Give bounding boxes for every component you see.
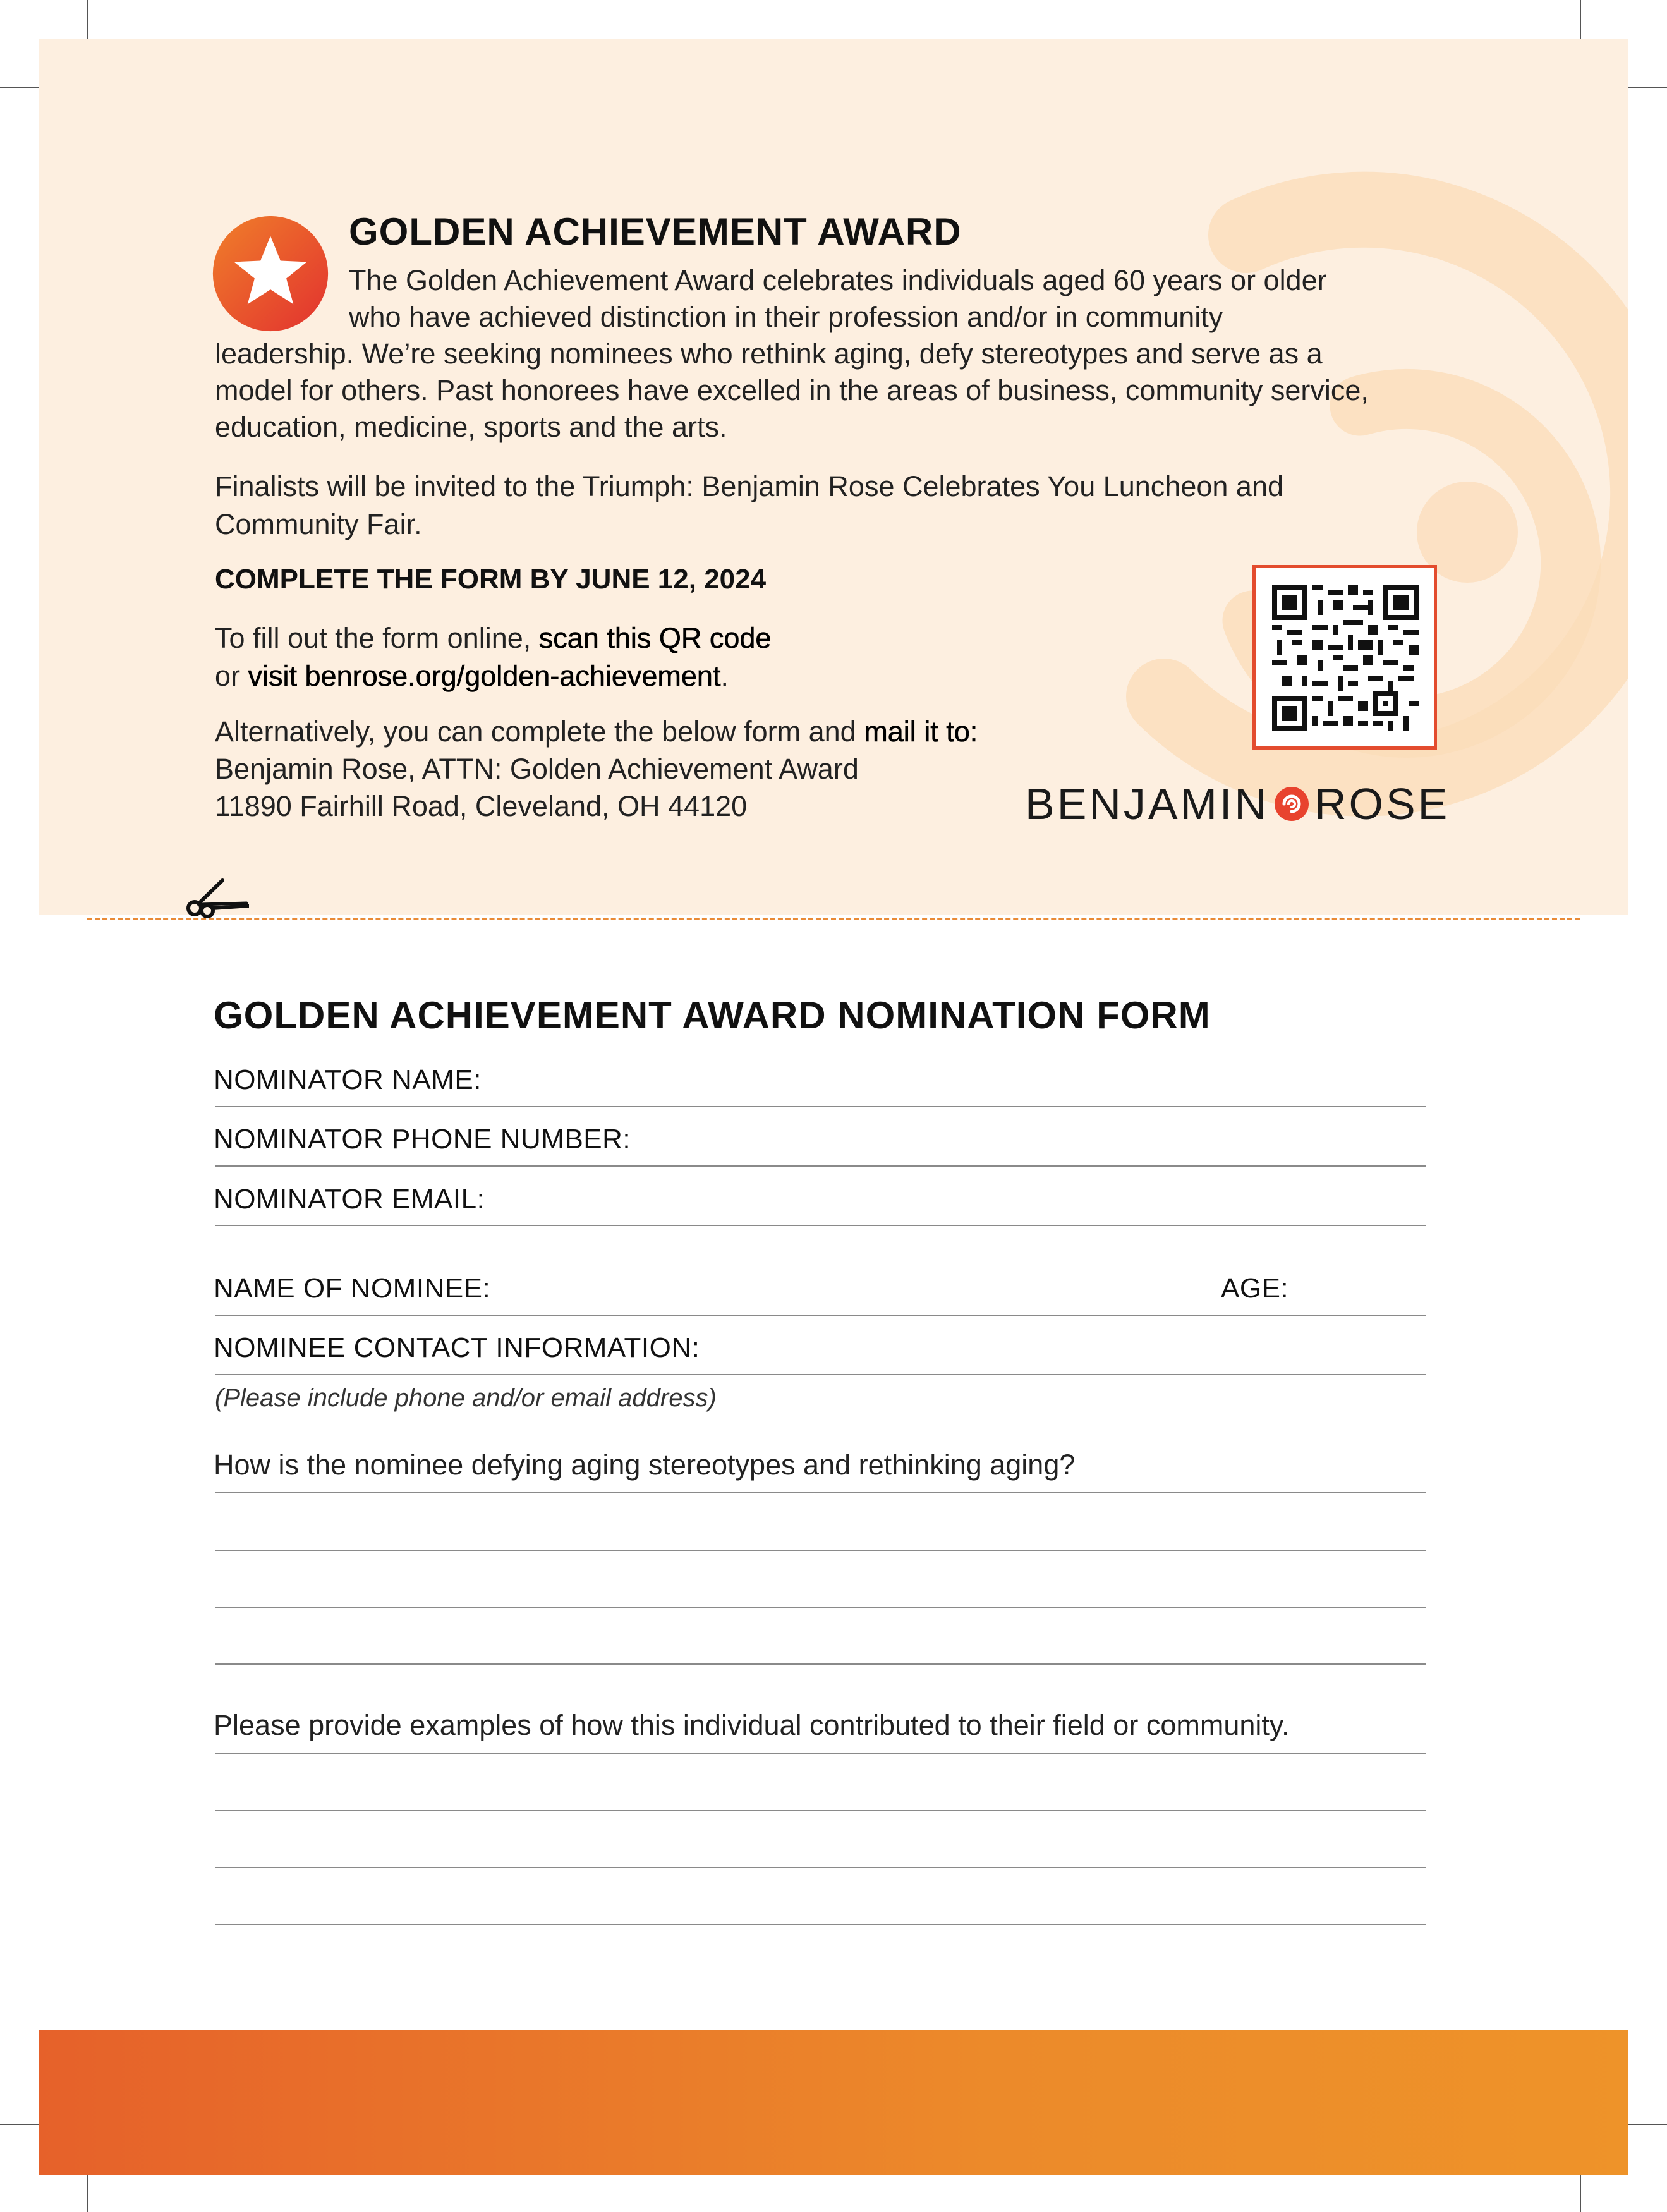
- answer-line-contribution-2[interactable]: [215, 1810, 1426, 1811]
- answer-line-contribution-1[interactable]: [215, 1753, 1426, 1754]
- answer-line-aging-3[interactable]: [215, 1607, 1426, 1608]
- award-description-first: The Golden Achievement Award celebrates individuals aged 60 years or older who have achieved distinction in their profession and/or in community: [349, 264, 1327, 333]
- finalists-note: Finalists will be invited to the Triumph: Benjamin Rose Celebrates You Luncheon and Community Fair.: [215, 470, 1283, 540]
- nominator-name-label: NOMINATOR NAME:: [214, 1064, 482, 1095]
- deadline-heading: COMPLETE THE FORM BY JUNE 12, 2024: [215, 564, 767, 595]
- answer-line-contribution-3[interactable]: [215, 1867, 1426, 1868]
- nominee-contact-field[interactable]: [215, 1374, 1426, 1375]
- nominee-name-age-field[interactable]: [215, 1315, 1426, 1316]
- question-aging: How is the nominee defying aging stereotypes and rethinking aging?: [214, 1449, 1076, 1481]
- nominator-phone-label: NOMINATOR PHONE NUMBER:: [214, 1124, 631, 1155]
- award-title: GOLDEN ACHIEVEMENT AWARD: [349, 210, 962, 253]
- answer-line-aging-4[interactable]: [215, 1663, 1426, 1665]
- mail-prefix: Alternatively, you can complete the below form and: [215, 715, 856, 748]
- mail-address-line1: Benjamin Rose, ATTN: Golden Achievement Award: [215, 753, 859, 785]
- mail-it-to: mail it to:: [864, 715, 978, 748]
- age-label: AGE:: [1221, 1273, 1289, 1304]
- form-title: GOLDEN ACHIEVEMENT AWARD NOMINATION FORM: [214, 994, 1211, 1036]
- qr-code[interactable]: [1252, 565, 1437, 750]
- rose-logo-icon: [1273, 785, 1311, 823]
- nominee-contact-label: NOMINEE CONTACT INFORMATION:: [214, 1332, 700, 1363]
- cut-line: [87, 918, 1580, 920]
- crop-mark: [87, 2175, 88, 2212]
- logo-text-right: ROSE: [1314, 779, 1450, 829]
- online-prefix: To fill out the form online,: [215, 622, 531, 654]
- question-contribution: Please provide examples of how this individual contributed to their field or community.: [214, 1709, 1290, 1741]
- crop-mark: [0, 87, 39, 88]
- crop-mark: [0, 2124, 39, 2125]
- qr-instruction: scan this QR code: [538, 622, 772, 654]
- qr-code-icon: [1272, 585, 1419, 731]
- nominee-name-label: NAME OF NOMINEE:: [214, 1273, 491, 1304]
- nominator-phone-field[interactable]: [215, 1165, 1426, 1167]
- crop-mark: [1628, 2124, 1667, 2125]
- online-suffix: .: [720, 660, 729, 692]
- website-link[interactable]: visit benrose.org/golden-achievement: [248, 660, 721, 692]
- award-info-panel: [39, 39, 1628, 915]
- award-description: [215, 262, 1371, 446]
- benjamin-rose-logo: [1025, 779, 1450, 829]
- scissors-icon: [183, 875, 249, 920]
- online-instructions: [215, 619, 973, 695]
- mail-address-line2: 11890 Fairhill Road, Cleveland, OH 44120: [215, 790, 748, 822]
- answer-line-contribution-4[interactable]: [215, 1924, 1426, 1925]
- nominator-email-field[interactable]: [215, 1225, 1426, 1226]
- logo-text-left: BENJAMIN: [1025, 779, 1269, 829]
- answer-line-aging-1[interactable]: [215, 1492, 1426, 1493]
- footer-color-bar: [39, 2030, 1628, 2175]
- mail-instructions: [215, 713, 1100, 825]
- crop-mark: [1580, 2175, 1581, 2212]
- crop-mark: [1628, 87, 1667, 88]
- contact-hint: (Please include phone and/or email address): [215, 1384, 717, 1412]
- crop-mark: [87, 0, 88, 39]
- nominator-email-label: NOMINATOR EMAIL:: [214, 1184, 485, 1215]
- award-description-rest: leadership. We’re seeking nominees who rethink aging, defy stereotypes and serve as a model for others. Past honorees have excelled in the areas of business, community service, education, medicine, sports and the arts.: [215, 337, 1369, 443]
- online-or: or: [215, 660, 241, 692]
- crop-mark: [1580, 0, 1581, 39]
- nominator-name-field[interactable]: [215, 1106, 1426, 1107]
- answer-line-aging-2[interactable]: [215, 1550, 1426, 1551]
